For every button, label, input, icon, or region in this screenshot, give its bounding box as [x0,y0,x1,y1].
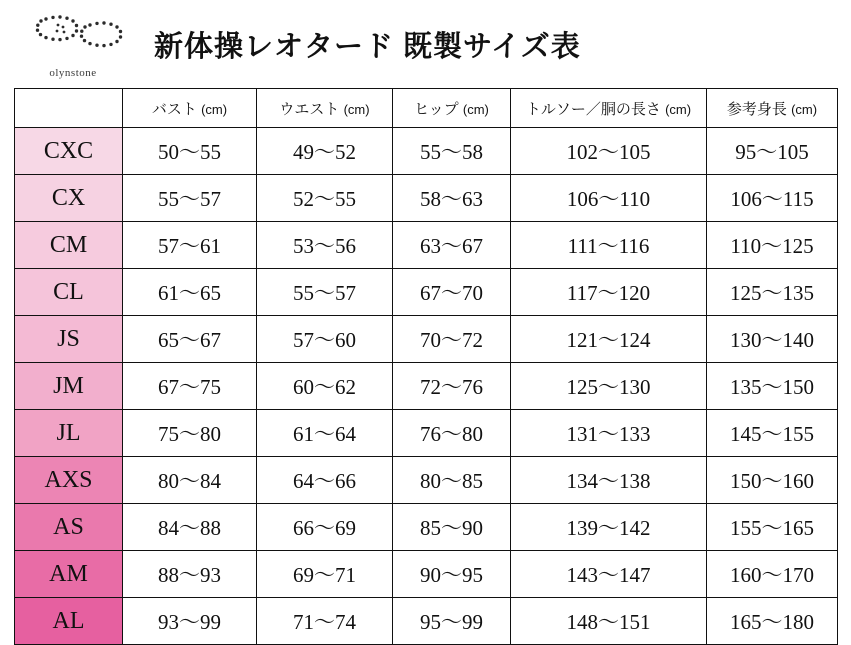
cell-bust: 50〜55 [123,128,257,175]
cell-height: 145〜155 [707,410,838,457]
cell-hip: 85〜90 [393,504,511,551]
cell-hip: 63〜67 [393,222,511,269]
cell-waist: 60〜62 [257,363,393,410]
cell-bust: 67〜75 [123,363,257,410]
col-header-size [15,89,123,128]
table-row [15,551,838,598]
size-label-cell: JS [15,316,123,363]
size-label-cell: AS [15,504,123,551]
cell-height: 160〜170 [707,551,838,598]
cell-torso: 111〜116 [511,222,707,269]
cell-hip: 95〜99 [393,598,511,645]
col-header-bust-label: バスト [151,100,197,118]
cell-waist: 49〜52 [257,128,393,175]
cell-bust: 84〜88 [123,504,257,551]
col-header-hip-unit: (cm) [462,101,489,117]
cell-height: 165〜180 [707,598,838,645]
cell-height: 95〜105 [707,128,838,175]
page-header [0,0,851,88]
col-header-waist-label: ウエスト [279,100,340,118]
size-label-cell: AL [15,598,123,645]
size-label-cell: CL [15,269,123,316]
size-table [14,88,838,645]
col-header-torso-label: トルソー／胴の長さ [525,100,661,118]
cell-bust: 61〜65 [123,269,257,316]
table-row [15,363,838,410]
col-header-waist [257,89,393,128]
table-row [15,457,838,504]
size-label-cell: AXS [15,457,123,504]
size-label-cell: CM [15,222,123,269]
cell-hip: 70〜72 [393,316,511,363]
cell-bust: 75〜80 [123,410,257,457]
col-header-torso-unit: (cm) [665,101,692,117]
cell-height: 106〜115 [707,175,838,222]
size-label-cell: CXC [15,128,123,175]
cell-bust: 57〜61 [123,222,257,269]
table-row [15,128,838,175]
cell-torso: 148〜151 [511,598,707,645]
cell-height: 110〜125 [707,222,838,269]
cell-hip: 55〜58 [393,128,511,175]
cell-bust: 55〜57 [123,175,257,222]
cell-hip: 90〜95 [393,551,511,598]
cell-torso: 106〜110 [511,175,707,222]
cell-height: 125〜135 [707,269,838,316]
table-header [15,89,838,128]
dotted-rings-logo-icon [14,5,132,71]
table-row [15,222,838,269]
page-title: 新体操レオタード 既製サイズ表 [154,30,581,63]
table-body [15,128,838,645]
col-header-hip-label: ヒップ [414,100,459,118]
cell-torso: 134〜138 [511,457,707,504]
col-header-height [707,89,838,128]
cell-height: 155〜165 [707,504,838,551]
cell-torso: 143〜147 [511,551,707,598]
col-header-hip [393,89,511,128]
cell-torso: 117〜120 [511,269,707,316]
cell-hip: 76〜80 [393,410,511,457]
cell-waist: 53〜56 [257,222,393,269]
olynstone-logo [14,5,132,83]
cell-bust: 80〜84 [123,457,257,504]
cell-torso: 139〜142 [511,504,707,551]
size-label-cell: CX [15,175,123,222]
cell-bust: 65〜67 [123,316,257,363]
logo-wordmark: olynstone [49,67,97,79]
cell-bust: 88〜93 [123,551,257,598]
size-table-container [0,88,851,645]
col-header-torso [511,89,707,128]
table-row [15,504,838,551]
table-row [15,269,838,316]
cell-torso: 121〜124 [511,316,707,363]
cell-waist: 69〜71 [257,551,393,598]
cell-waist: 55〜57 [257,269,393,316]
col-header-bust [123,89,257,128]
col-header-waist-unit: (cm) [343,101,370,117]
cell-height: 130〜140 [707,316,838,363]
cell-hip: 58〜63 [393,175,511,222]
table-row [15,410,838,457]
size-label-cell: JM [15,363,123,410]
cell-waist: 64〜66 [257,457,393,504]
cell-hip: 67〜70 [393,269,511,316]
col-header-height-label: 参考身長 [726,100,787,118]
cell-height: 150〜160 [707,457,838,504]
cell-waist: 52〜55 [257,175,393,222]
cell-waist: 57〜60 [257,316,393,363]
cell-torso: 102〜105 [511,128,707,175]
cell-bust: 93〜99 [123,598,257,645]
size-label-cell: AM [15,551,123,598]
cell-torso: 131〜133 [511,410,707,457]
cell-torso: 125〜130 [511,363,707,410]
cell-waist: 71〜74 [257,598,393,645]
table-row [15,316,838,363]
cell-waist: 66〜69 [257,504,393,551]
size-label-cell: JL [15,410,123,457]
col-header-bust-unit: (cm) [201,101,228,117]
header-row [15,89,838,128]
cell-waist: 61〜64 [257,410,393,457]
cell-hip: 72〜76 [393,363,511,410]
table-row [15,598,838,645]
col-header-height-unit: (cm) [791,101,818,117]
cell-height: 135〜150 [707,363,838,410]
table-row [15,175,838,222]
cell-hip: 80〜85 [393,457,511,504]
